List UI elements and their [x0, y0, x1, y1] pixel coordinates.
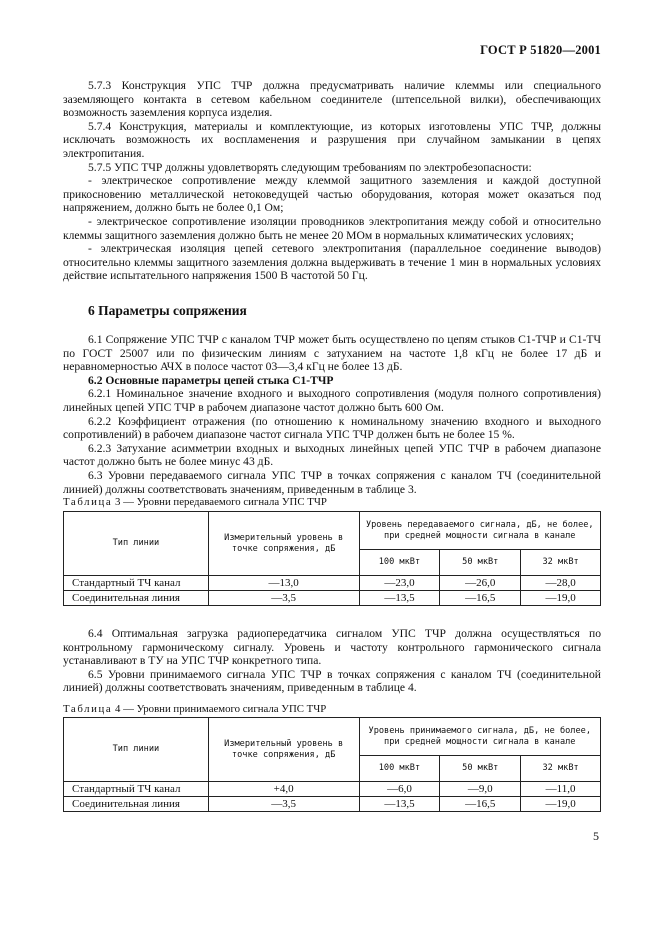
col-header-50uw: 50 мкВт	[440, 756, 521, 782]
subsection-heading: 6.2 Основные параметры цепей стыка С1-ТЧР	[88, 373, 334, 387]
table-cell: —6,0	[359, 782, 440, 797]
col-header-signal-level: Уровень передаваемого сигнала, дБ, не более, при средней мощности сигнала в канале	[359, 512, 600, 550]
table-cell: —13,0	[208, 576, 359, 591]
table-row	[64, 797, 601, 812]
table-row	[64, 782, 601, 797]
paragraph-6-3: 6.3 Уровни передаваемого сигнала УПС ТЧР в точках сопряжения с каналом ТЧ (соединительной линией) должны соответствовать значениям, приведенным в таблице 3.	[63, 468, 601, 496]
table-cell: —11,0	[521, 782, 601, 797]
document-number: ГОСТ Р 51820—2001	[480, 43, 601, 57]
table-cell: —26,0	[440, 576, 521, 591]
col-header-line-type: Тип линии	[64, 718, 209, 782]
table-cell: +4,0	[208, 782, 359, 797]
table-cell: —16,5	[440, 797, 521, 812]
paragraph-6-5: 6.5 Уровни принимаемого сигнала УПС ТЧР в точках сопряжения с каналом ТЧ (соединительной линией) должны соответствовать значениям, приведенным в таблице 4.	[63, 667, 601, 695]
paragraph-6-1: 6.1 Сопряжение УПС ТЧР с каналом ТЧР может быть осуществлено по цепям стыков С1-ТЧР и С1-ТЧ по ГОСТ 25007 или по физическим линиям с затуханием на частоте 1,8 кГц не более 17 дБ и неравномерностью АЧХ в полосе частот 03—3,4 кГц не более 13 дБ.	[63, 333, 601, 374]
col-header-32uw: 32 мкВт	[521, 756, 601, 782]
table-cell: —13,5	[359, 591, 440, 606]
table-cell: —3,5	[208, 797, 359, 812]
caption-text: 3 — Уровни передаваемого сигнала УПС ТЧР	[112, 496, 327, 508]
table-cell: Соединительная линия	[64, 591, 209, 606]
paragraph-5-7-5: 5.7.5 УПС ТЧР должны удовлетворять следующим требованиям по электробезопасности:	[88, 160, 532, 174]
col-header-100uw: 100 мкВт	[359, 550, 440, 576]
table4-caption	[63, 703, 326, 715]
col-header-line-type: Тип линии	[64, 512, 209, 576]
table-cell: —13,5	[359, 797, 440, 812]
table-cell: —19,0	[521, 591, 601, 606]
table-cell: —28,0	[521, 576, 601, 591]
col-header-meas-level: Измерительный уровень в точке сопряжения, дБ	[208, 718, 359, 782]
list-item: - электрическое сопротивление изоляции проводников электропитания между собой и относительно клеммы защитного заземления должно быть не менее 20 МОм в нормальных климатических условиях;	[63, 214, 601, 242]
table-cell: —19,0	[521, 797, 601, 812]
col-header-50uw: 50 мкВт	[440, 550, 521, 576]
table-cell: —9,0	[440, 782, 521, 797]
paragraph-6-4: 6.4 Оптимальная загрузка радиопередатчика сигналом УПС ТЧР должна осуществляться по контрольному гармоническому сигналу. Уровень и частоту контрольного гармонического сигнала устанавливают в ТУ на УПС ТЧР конкретного типа.	[63, 627, 601, 668]
col-header-32uw: 32 мкВт	[521, 550, 601, 576]
table-row	[64, 576, 601, 591]
section6-text-continued	[63, 627, 601, 695]
caption-text: 4 — Уровни принимаемого сигнала УПС ТЧР	[112, 703, 327, 715]
col-header-meas-level: Измерительный уровень в точке сопряжения, дБ	[208, 512, 359, 576]
table3-caption	[63, 496, 327, 508]
caption-label: Таблица	[63, 703, 113, 715]
page-number: 5	[593, 829, 599, 843]
paragraph-5-7-3: 5.7.3 Конструкция УПС ТЧР должна предусматривать наличие клеммы или специального заземляющего контакта в сетевом кабельном соединителе (штепсельной вилки), обеспечивающих возможность заземления корпуса изделия.	[63, 79, 601, 120]
section5-text	[63, 79, 601, 283]
col-header-100uw: 100 мкВт	[359, 756, 440, 782]
table-cell: —3,5	[208, 591, 359, 606]
paragraph-6-2-1: 6.2.1 Номинальное значение входного и выходного сопротивления (модуля полного сопротивления) линейных цепей УПС ТЧР в рабочем диапазоне частот должно быть 600 Ом.	[63, 387, 601, 414]
caption-label: Таблица	[63, 496, 113, 508]
table-cell: Стандартный ТЧ канал	[64, 576, 209, 591]
table-cell: Стандартный ТЧ канал	[64, 782, 209, 797]
section6-text	[63, 333, 601, 496]
table4	[63, 717, 601, 812]
table-cell: —23,0	[359, 576, 440, 591]
col-header-signal-level: Уровень принимаемого сигнала, дБ, не более, при средней мощности сигнала в канале	[359, 718, 600, 756]
list-item: - электрическое сопротивление между клеммой защитного заземления и каждой доступной прикосновению металлической нетоковедущей частью оборудования, которая может оказаться под напряжением, должно быть не более 0,1 Ом;	[63, 174, 601, 215]
table-cell: Соединительная линия	[64, 797, 209, 812]
table-row	[64, 591, 601, 606]
list-item: - электрическая изоляция цепей сетевого электропитания (параллельное соединение выводов) относительно клеммы защитного заземления должна выдерживать в течение 1 мин в нормальных условиях действие испытательного напряжения 1500 В частотой 50 Гц.	[63, 242, 601, 283]
paragraph-5-7-4: 5.7.4 Конструкция, материалы и комплектующие, из которых изготовлены УПС ТЧР, должны исключать возможность их воспламенения и разрушения при случайном замыкании в цепях электропитания.	[63, 119, 601, 160]
table-cell: —16,5	[440, 591, 521, 606]
paragraph-6-2-3: 6.2.3 Затухание асимметрии входных и выходных линейных цепей УПС ТЧР в рабочем диапазоне частот должно быть не более минус 43 дБ.	[63, 441, 601, 469]
table3	[63, 511, 601, 606]
section-heading: 6 Параметры сопряжения	[88, 303, 247, 318]
paragraph-6-2-2: 6.2.2 Коэффициент отражения (по отношению к номинальному значению входного и выходного сопротивлений) в рабочем диапазоне частот сигнала УПС ТЧР должен быть не более 15 %.	[63, 414, 601, 442]
